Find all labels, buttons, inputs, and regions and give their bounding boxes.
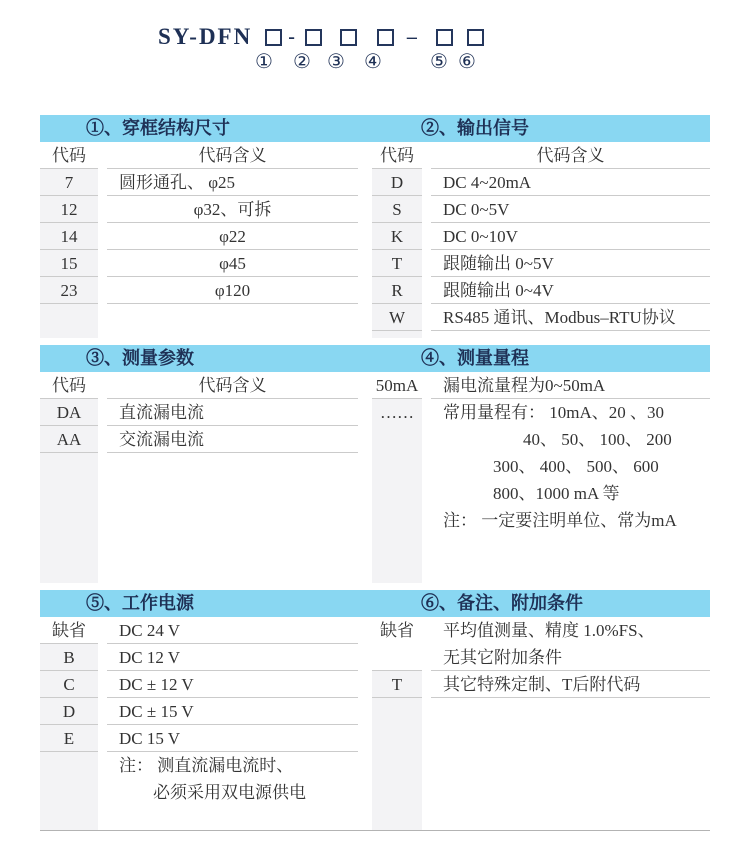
- code-cell: 50mA: [372, 372, 422, 399]
- table-row: [40, 250, 358, 277]
- table-row: [372, 617, 710, 671]
- selection-tables: [40, 115, 710, 831]
- table-row: [372, 671, 710, 698]
- column-gutter: [98, 399, 107, 426]
- code-cell: W: [372, 304, 422, 331]
- column-gutter: [422, 223, 431, 250]
- code-cell: B: [40, 644, 98, 671]
- code-cell: T: [372, 250, 422, 277]
- table-row: [372, 304, 710, 331]
- meaning-cell: RS485 通讯、Modbus–RTU协议: [431, 304, 710, 331]
- code-cell: D: [40, 698, 98, 725]
- section6-table: [372, 617, 710, 830]
- meaning-cell: DC ± 12 V: [107, 671, 358, 698]
- section4-table: [372, 372, 710, 583]
- column-gutter: [98, 725, 107, 752]
- model-dash-1: -: [288, 25, 295, 48]
- table-row: [372, 372, 710, 399]
- code-cell: ……: [380, 403, 414, 422]
- code-header: 代码: [372, 142, 422, 169]
- meaning-cell: DC 4~20mA: [431, 169, 710, 196]
- range-note-line: 注： 一定要注明单位、常为mA: [443, 511, 677, 530]
- band2-header: [40, 345, 710, 372]
- code-header: 代码: [40, 372, 98, 399]
- model-name: SY-DFN: [158, 24, 253, 49]
- remark-line: 平均值测量、精度 1.0%FS、: [443, 621, 655, 640]
- meaning-cell: DC 24 V: [107, 617, 358, 644]
- column-gutter: [422, 196, 431, 223]
- table-row: [372, 399, 710, 534]
- table-row: [40, 196, 358, 223]
- position-label-1: ①: [255, 51, 273, 73]
- meaning-cell: [431, 399, 710, 534]
- column-gutter: [98, 426, 107, 453]
- band3-header: [40, 590, 710, 617]
- note-line: 必须采用双电源供电: [153, 783, 306, 802]
- section1-heading: ①、穿框结构尺寸: [86, 118, 230, 138]
- column-gutter: [422, 142, 431, 169]
- model-box-3: [340, 29, 357, 46]
- column-gutter: [98, 277, 107, 304]
- meaning-cell: 其它特殊定制、T后附代码: [431, 671, 710, 698]
- model-box-6: [467, 29, 484, 46]
- column-gutter: [98, 698, 107, 725]
- section1-table: [40, 142, 358, 338]
- meaning-cell: 交流漏电流: [107, 426, 358, 453]
- column-gutter: [422, 372, 431, 399]
- position-label-3: ③: [327, 51, 345, 73]
- code-cell: R: [372, 277, 422, 304]
- meaning-cell: DC 12 V: [107, 644, 358, 671]
- table-row: [40, 399, 358, 426]
- code-cell: C: [40, 671, 98, 698]
- band-gap: [40, 583, 710, 590]
- section6-heading: ⑥、备注、附加条件: [421, 593, 583, 613]
- column-gutter: [422, 250, 431, 277]
- code-cell: 缺省: [372, 617, 422, 671]
- column-gutter: [98, 250, 107, 277]
- position-label-4: ④: [364, 51, 382, 73]
- table-row: [372, 196, 710, 223]
- code-cell: [40, 752, 98, 806]
- column-gutter: [422, 671, 431, 698]
- column-gutter: [422, 277, 431, 304]
- model-box-4: [377, 29, 394, 46]
- table-row: [40, 277, 358, 304]
- table-row: [40, 644, 358, 671]
- model-box-1: [265, 29, 282, 46]
- meaning-header: 代码含义: [431, 142, 710, 169]
- meaning-cell: [107, 752, 358, 806]
- meaning-header: 代码含义: [107, 142, 358, 169]
- range-line: 800、1000 mA 等: [493, 484, 620, 503]
- table-header-row: [372, 142, 710, 169]
- code-cell: 7: [40, 169, 98, 196]
- band2-body: [40, 372, 710, 583]
- table-row: [40, 169, 358, 196]
- table-row: [40, 617, 358, 644]
- meaning-cell: 漏电流量程为0~50mA: [431, 372, 710, 399]
- column-gutter: [98, 196, 107, 223]
- code-cell: DA: [40, 399, 98, 426]
- model-code-line: [158, 24, 484, 50]
- column-gutter: [98, 169, 107, 196]
- column-gutter: [422, 169, 431, 196]
- meaning-cell: [431, 617, 710, 671]
- table-row: [372, 223, 710, 250]
- remark-line: 无其它附加条件: [443, 648, 562, 667]
- meaning-cell: DC 0~5V: [431, 196, 710, 223]
- model-box-5: [436, 29, 453, 46]
- model-dash-2: –: [406, 25, 417, 48]
- meaning-header: 代码含义: [107, 372, 358, 399]
- meaning-cell: DC 0~10V: [431, 223, 710, 250]
- table-row: [372, 169, 710, 196]
- code-cell: AA: [40, 426, 98, 453]
- code-cell: 23: [40, 277, 98, 304]
- table-note-row: [40, 752, 358, 806]
- meaning-cell: 圆形通孔、 φ25: [107, 169, 358, 196]
- meaning-cell: φ32、可拆: [107, 196, 358, 223]
- code-cell: S: [372, 196, 422, 223]
- position-label-5: ⑤: [430, 51, 448, 73]
- table-header-row: [40, 372, 358, 399]
- code-cell: T: [372, 671, 422, 698]
- position-labels: [0, 50, 750, 74]
- column-gutter: [98, 752, 107, 806]
- section2-table: [372, 142, 710, 338]
- table-row: [40, 223, 358, 250]
- code-cell: D: [372, 169, 422, 196]
- meaning-cell: φ120: [107, 277, 358, 304]
- meaning-cell: φ22: [107, 223, 358, 250]
- band3-body: [40, 617, 710, 831]
- table-row: [40, 426, 358, 453]
- section3-heading: ③、测量参数: [86, 348, 194, 368]
- section4-heading: ④、测量量程: [421, 348, 529, 368]
- range-line: 常用量程有： 10mA、20 、30: [443, 403, 664, 422]
- column-gutter: [98, 142, 107, 169]
- table-row: [372, 277, 710, 304]
- band1-body: [40, 142, 710, 338]
- code-cell: E: [40, 725, 98, 752]
- column-gutter: [98, 671, 107, 698]
- code-cell: 12: [40, 196, 98, 223]
- section3-table: [40, 372, 358, 583]
- table-header-row: [40, 142, 358, 169]
- meaning-cell: 直流漏电流: [107, 399, 358, 426]
- range-line: 40、 50、 100、 200: [523, 430, 672, 449]
- code-header: 代码: [40, 142, 98, 169]
- code-cell: 15: [40, 250, 98, 277]
- meaning-cell: DC ± 15 V: [107, 698, 358, 725]
- column-gutter: [422, 617, 431, 671]
- section5-heading: ⑤、工作电源: [86, 593, 194, 613]
- section5-table: [40, 617, 358, 830]
- column-gutter: [98, 617, 107, 644]
- code-cell: 缺省: [40, 617, 98, 644]
- section2-heading: ②、输出信号: [421, 118, 529, 138]
- column-gutter: [98, 372, 107, 399]
- table-row: [40, 725, 358, 752]
- table-row: [40, 671, 358, 698]
- model-box-2: [305, 29, 322, 46]
- meaning-cell: φ45: [107, 250, 358, 277]
- code-cell: K: [372, 223, 422, 250]
- column-gutter: [98, 644, 107, 671]
- meaning-cell: 跟随输出 0~5V: [431, 250, 710, 277]
- note-line: 注： 测直流漏电流时、: [119, 756, 294, 775]
- band-gap: [40, 338, 710, 345]
- table-row: [372, 250, 710, 277]
- meaning-cell: DC 15 V: [107, 725, 358, 752]
- column-gutter: [98, 223, 107, 250]
- column-gutter: [422, 399, 431, 534]
- table-row: [40, 698, 358, 725]
- column-gutter: [422, 304, 431, 331]
- position-label-2: ②: [293, 51, 311, 73]
- position-label-6: ⑥: [458, 51, 476, 73]
- band1-header: [40, 115, 710, 142]
- code-cell: 14: [40, 223, 98, 250]
- meaning-cell: 跟随输出 0~4V: [431, 277, 710, 304]
- range-line: 300、 400、 500、 600: [493, 457, 659, 476]
